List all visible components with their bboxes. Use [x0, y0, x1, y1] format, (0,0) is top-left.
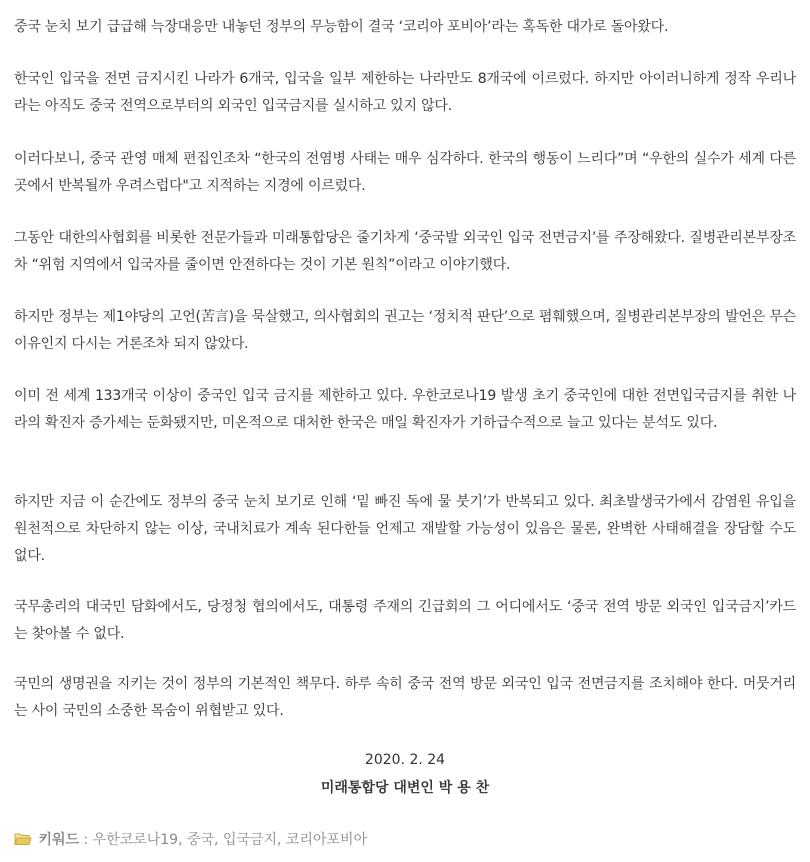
- paragraph-8: 국무총리의 대국민 담화에서도, 당정청 협의에서도, 대통령 주재의 긴급회의 그 어디에서도 ‘중국 전역 방문 외국인 입국금지’카드는 찾아볼 수 없다.: [14, 599, 796, 642]
- spokesperson-signature: 미래통합당 대변인 박 용 찬: [320, 780, 490, 796]
- folder-icon: [14, 832, 32, 852]
- paragraph-7: 하지만 지금 이 순간에도 정부의 중국 눈치 보기로 인해 ‘밑 빠진 독에 물 붓기’가 반복되고 있다. 최초발생국가에서 감염원 유입을 원천적으로 차단하지 않는 이상, 국내치료가 계속 된다한들 언제고 재발할 가능성이 있음은 물론, 완벽한 사태해결을 장담할 수도 없다.: [14, 494, 796, 564]
- paragraph-6: 이미 전 세계 133개국 이상이 중국인 입국 금지를 제한하고 있다. 우한코로나19 발생 초기 중국인에 대한 전면입국금지를 취한 나라의 확진자 증가세는 둔화됐지만, 미온적으로 대처한 한국은 매일 확진자가 기하급수적으로 늘고 있다는 분석도 있다.: [14, 388, 796, 431]
- paragraph-9: 국민의 생명권을 지키는 것이 정부의 기본적인 책무다. 하루 속히 중국 전역 방문 외국인 입국 전면금지를 조치해야 한다. 머뭇거리는 사이 국민의 소중한 목숨이 위협받고 있다.: [14, 676, 796, 719]
- keywords-label: 키워드: [38, 832, 80, 848]
- paragraph-4: 그동안 대한의사협회를 비롯한 전문가들과 미래통합당은 줄기차게 ‘중국발 외국인 입국 전면금지’를 주장해왔다. 질병관리본부장조차 “위험 지역에서 입국자를 줄이면 안전하다는 것이 기본 원칙”이라고 이야기했다.: [14, 230, 796, 273]
- keywords-separator: :: [79, 832, 93, 848]
- keywords-values: 우한코로나19, 중국, 입국금지, 코리아포비아: [92, 832, 368, 848]
- keywords-row: [14, 830, 367, 852]
- paragraph-5: 하지만 정부는 제1야당의 고언(苦言)을 묵살했고, 의사협회의 권고는 ‘정치적 판단’으로 폄훼했으며, 질병관리본부장의 발언은 무슨 이유인지 다시는 거론조차 되지 않았다.: [14, 309, 796, 352]
- paragraph-1: 중국 눈치 보기 급급해 늑장대응만 내놓던 정부의 무능함이 결국 ‘코리아 포비아’라는 혹독한 대가로 돌아왔다.: [14, 19, 669, 35]
- paragraph-3: 이러다보니, 중국 관영 매체 편집인조차 “한국의 전염병 사태는 매우 심각하다. 한국의 행동이 느리다”며 “우한의 실수가 세계 다른 곳에서 반복될까 우려스럽다"고 지적하는 지경에 이르렀다.: [14, 151, 796, 194]
- release-date: 2020. 2. 24: [364, 752, 446, 768]
- paragraph-2: 한국인 입국을 전면 금지시킨 나라가 6개국, 입국을 일부 제한하는 나라만도 8개국에 이르렀다. 하지만 아이러니하게 정작 우리나라는 아직도 중국 전역으로부터의 외국인 입국금지를 실시하고 있지 않다.: [14, 71, 796, 114]
